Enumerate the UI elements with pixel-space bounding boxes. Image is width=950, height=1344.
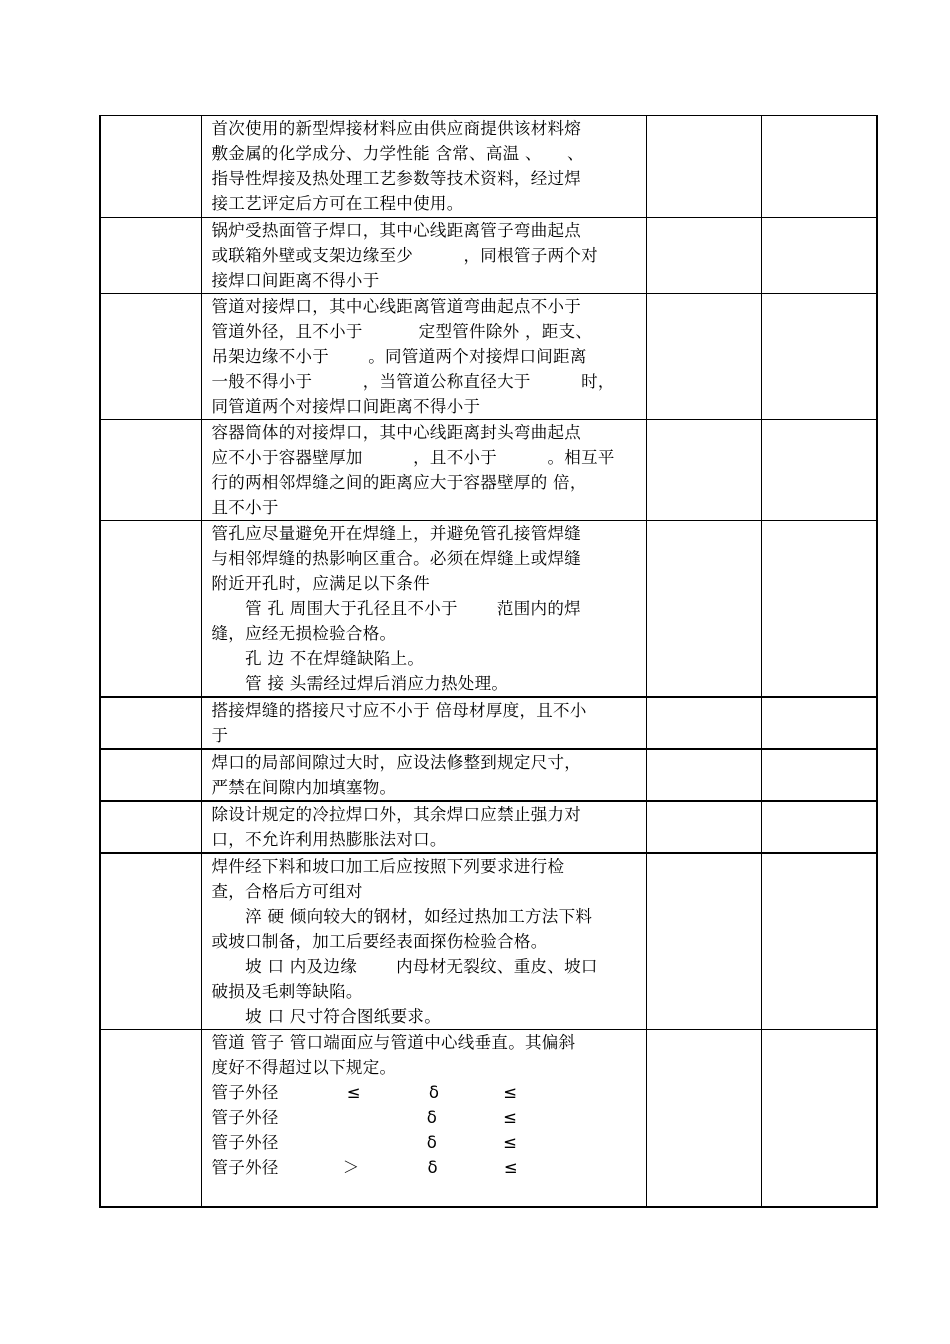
text-line: 焊件经下料和坡口加工后应按照下列要求进行检: [211, 857, 565, 876]
requirement-cell: [201, 521, 646, 698]
text-line: 孔 边 不在焊缝缺陷上。: [211, 649, 425, 668]
spec-compare: ≤: [346, 1083, 361, 1102]
text-line: 管 孔 周围大于孔径且不小于 范围内的焊: [211, 599, 581, 618]
text-line: 管道 管子 管口端面应与管道中心线垂直。其偏斜: [211, 1033, 576, 1052]
text-line: 应不小于容器壁厚加 ，且不小于 。相互平: [211, 448, 615, 467]
text-line: 坡 口 尺寸符合图纸要求。: [211, 1007, 441, 1026]
requirement-text: [202, 521, 646, 696]
table-row: [100, 1030, 877, 1207]
text-line: 度好不得超过以下规定。: [211, 1058, 397, 1077]
text-line: 同管道两个对接焊口间距离不得小于: [211, 397, 481, 416]
index-cell: [100, 749, 201, 801]
requirement-text: [202, 116, 646, 216]
text-line: 查，合格后方可组对: [211, 882, 363, 901]
result-cell[interactable]: [646, 218, 761, 294]
requirement-cell: [201, 1030, 646, 1207]
text-line: 管道对接焊口，其中心线距离管道弯曲起点不小于: [211, 297, 582, 316]
requirement-cell: [201, 853, 646, 1030]
requirement-text: [202, 854, 646, 1029]
index-cell: [100, 853, 201, 1030]
remark-cell[interactable]: [761, 521, 877, 698]
text-line: 除设计规定的冷拉焊口外，其余焊口应禁止强力对: [211, 805, 582, 824]
spec-delta: δ: [427, 1158, 438, 1177]
table-row: [100, 218, 877, 294]
text-line: 严禁在间隙内加填塞物。: [211, 778, 397, 797]
remark-cell[interactable]: [761, 294, 877, 420]
remark-cell[interactable]: [761, 801, 877, 853]
remark-cell[interactable]: [761, 1030, 877, 1207]
requirement-cell: [201, 697, 646, 749]
requirement-cell: [201, 218, 646, 294]
requirement-text: [202, 802, 646, 852]
table-row: [100, 697, 877, 749]
result-cell[interactable]: [646, 801, 761, 853]
index-cell: [100, 218, 201, 294]
text-line: 坡 口 内及边缘 内母材无裂纹、重皮、坡口: [211, 957, 598, 976]
spec-le: ≤: [503, 1083, 518, 1102]
remark-cell[interactable]: [761, 218, 877, 294]
text-line: 首次使用的新型焊接材料应由供应商提供该材料熔: [211, 119, 582, 138]
requirement-cell: [201, 294, 646, 420]
spec-le: ≤: [503, 1108, 518, 1127]
spec-label: 管子外径: [211, 1083, 279, 1102]
remark-cell[interactable]: [761, 116, 877, 218]
index-cell: [100, 294, 201, 420]
requirement-text: [202, 218, 646, 293]
table-row: [100, 116, 877, 218]
remark-cell[interactable]: [761, 853, 877, 1030]
spec-label: 管子外径: [211, 1133, 279, 1152]
result-cell[interactable]: [646, 116, 761, 218]
requirement-cell: [201, 749, 646, 801]
spec-label: 管子外径: [211, 1108, 279, 1127]
text-line: 破损及毛刺等缺陷。: [211, 982, 363, 1001]
text-line: 敷金属的化学成分、力学性能 含常、高温 、 、: [211, 144, 584, 163]
index-cell: [100, 521, 201, 698]
index-cell: [100, 1030, 201, 1207]
index-cell: [100, 697, 201, 749]
spec-label: 管子外径: [211, 1158, 279, 1177]
text-line: 附近开孔时，应满足以下条件: [211, 574, 430, 593]
table-row: [100, 521, 877, 698]
text-line: 口，不允许利用热膨胀法对口。: [211, 830, 447, 849]
text-line: 容器筒体的对接焊口，其中心线距离封头弯曲起点: [211, 423, 582, 442]
result-cell[interactable]: [646, 521, 761, 698]
text-line: 缝，应经无损检验合格。: [211, 624, 397, 643]
spec-line: [212, 1130, 636, 1155]
table-body: [100, 116, 877, 1207]
spec-delta: δ: [428, 1083, 440, 1102]
text-line: 锅炉受热面管子焊口，其中心线距离管子弯曲起点: [211, 221, 582, 240]
spec-line: [212, 1155, 636, 1180]
table-row: [100, 749, 877, 801]
text-line: 行的两相邻焊缝之间的距离应大于容器壁厚的 倍，: [211, 473, 587, 492]
text-line: 淬 硬 倾向较大的钢材，如经过热加工方法下料: [211, 907, 593, 926]
remark-cell[interactable]: [761, 420, 877, 521]
text-line: 与相邻焊缝的热影响区重合。必须在焊缝上或焊缝: [211, 549, 582, 568]
result-cell[interactable]: [646, 294, 761, 420]
text-line: 管孔应尽量避免开在焊缝上，并避免管孔接管焊缝: [211, 524, 582, 543]
index-cell: [100, 420, 201, 521]
spec-delta: δ: [426, 1108, 438, 1127]
text-line: 一般不得小于 ，当管道公称直径大于 时，: [211, 372, 615, 391]
spec-compare: ＞: [342, 1158, 360, 1177]
text-line: 指导性焊接及热处理工艺参数等技术资料，经过焊: [211, 169, 582, 188]
text-line: 管道外径，且不小于 定型管件除外 ，距支、: [211, 322, 593, 341]
requirement-text: [202, 698, 646, 748]
spec-line: [212, 1105, 636, 1130]
text-line: 焊口的局部间隙过大时，应设法修整到规定尺寸，: [211, 753, 582, 772]
text-line: 且不小于: [211, 498, 279, 517]
remark-cell[interactable]: [761, 749, 877, 801]
result-cell[interactable]: [646, 853, 761, 1030]
requirement-text: [202, 1030, 646, 1180]
requirement-text: [202, 420, 646, 520]
requirement-cell: [201, 801, 646, 853]
index-cell: [100, 116, 201, 218]
requirement-text: [202, 750, 646, 800]
text-line: 或联箱外壁或支架边缘至少 ，同根管子两个对: [211, 246, 598, 265]
text-line: 吊架边缘不小于 。同管道两个对接焊口间距离: [211, 347, 587, 366]
result-cell[interactable]: [646, 420, 761, 521]
spec-le: ≤: [503, 1158, 519, 1177]
result-cell[interactable]: [646, 697, 761, 749]
spec-le: ≤: [503, 1133, 518, 1152]
text-line: 接焊口间距离不得小于: [211, 271, 380, 290]
text-line: 于: [211, 726, 229, 745]
inspection-table: [99, 115, 878, 1208]
requirement-cell: [201, 116, 646, 218]
requirement-text: [202, 294, 646, 419]
text-line: 管 接 头需经过焊后消应力热处理。: [211, 674, 509, 693]
remark-cell[interactable]: [761, 697, 877, 749]
table-row: [100, 801, 877, 853]
spec-delta: δ: [426, 1133, 438, 1152]
table-row: [100, 420, 877, 521]
result-cell[interactable]: [646, 1030, 761, 1207]
requirement-cell: [201, 420, 646, 521]
table-row: [100, 294, 877, 420]
text-line: 接工艺评定后方可在工程中使用。: [211, 194, 464, 213]
table-row: [100, 853, 877, 1030]
text-line: 搭接焊缝的搭接尺寸应不小于 倍母材厚度，且不小: [211, 701, 587, 720]
text-line: 或坡口制备，加工后要经表面探伤检验合格。: [211, 932, 548, 951]
result-cell[interactable]: [646, 749, 761, 801]
spec-line: [212, 1080, 636, 1105]
index-cell: [100, 801, 201, 853]
